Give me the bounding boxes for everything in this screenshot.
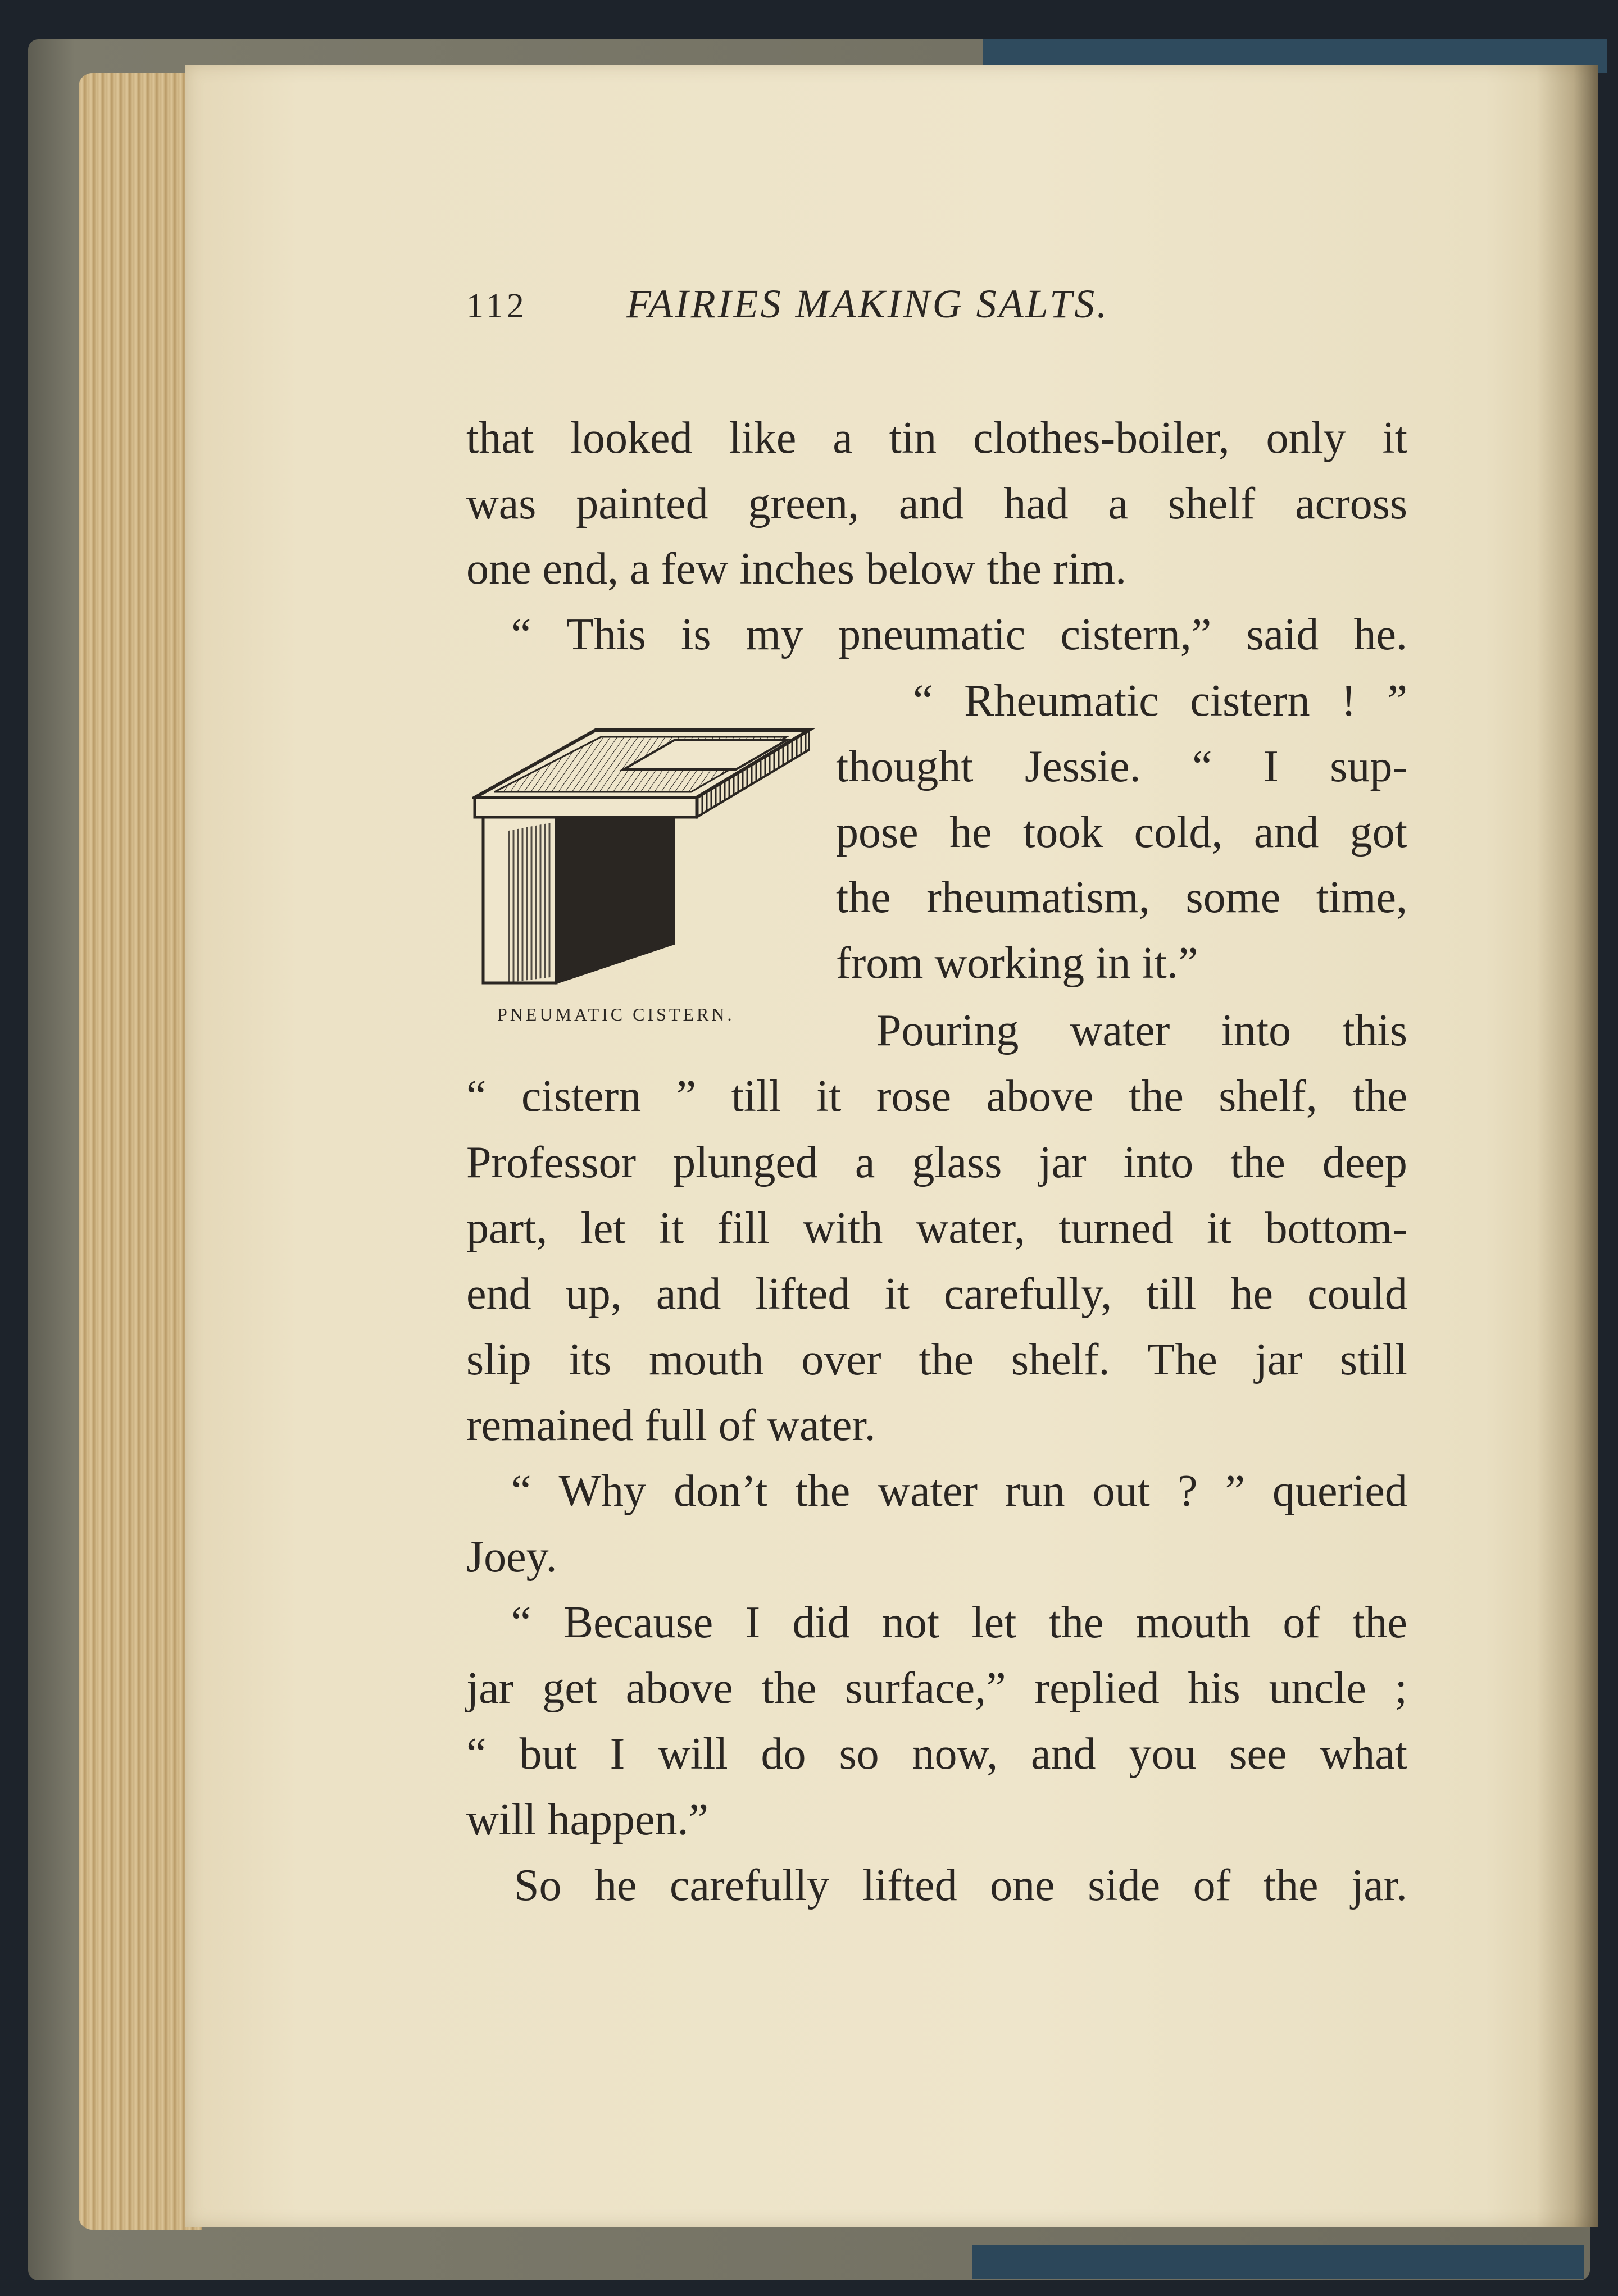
- text-line: slip its mouth over the shelf. The jar still: [466, 1335, 1407, 1384]
- text-line: part, let it fill with water, turned it bottom-: [466, 1204, 1407, 1253]
- page-gutter: [1537, 65, 1598, 2227]
- text-line: Pouring water into this: [876, 1006, 1407, 1055]
- text-line: Professor plunged a glass jar into the deep: [466, 1138, 1407, 1187]
- text-line: that looked like a tin clothes-boiler, only it: [466, 413, 1407, 463]
- text-line: “ This is my pneumatic cistern,” said he.: [511, 610, 1407, 659]
- text-line: was painted green, and had a shelf across: [466, 479, 1407, 529]
- text-line: one end, a few inches below the rim.: [466, 544, 1127, 594]
- text-line: “ but I will do so now, and you see what: [466, 1729, 1407, 1779]
- figure-caption: PNEUMATIC CISTERN.: [497, 1004, 735, 1024]
- text-line: “ Why don’t the water run out ? ” queried: [511, 1466, 1407, 1516]
- running-head: FAIRIES MAKING SALTS.: [626, 281, 1110, 326]
- page-edges: [79, 73, 202, 2230]
- text-line: “ Because I did not let the mouth of the: [511, 1598, 1407, 1647]
- text-line: from working in it.”: [836, 939, 1198, 988]
- text-line: remained full of water.: [466, 1401, 876, 1450]
- text-line: “ cistern ” till it rose above the shelf, the: [466, 1072, 1407, 1121]
- text-line: “ Rheumatic cistern ! ”: [913, 676, 1407, 726]
- cover-cloth-bottom: [972, 2245, 1584, 2279]
- text-line: pose he took cold, and got: [836, 808, 1407, 857]
- text-line: end up, and lifted it carefully, till he could: [466, 1269, 1407, 1319]
- text-line: will happen.”: [466, 1795, 708, 1844]
- text-line: jar get above the surface,” replied his uncle ;: [466, 1664, 1407, 1713]
- page-number: 112: [466, 287, 528, 325]
- pneumatic-cistern-illustration: [472, 719, 820, 988]
- text-line: thought Jessie. “ I sup-: [836, 742, 1407, 791]
- text-line: the rheumatism, some time,: [836, 873, 1407, 922]
- text-line: So he carefully lifted one side of the jar.: [514, 1861, 1407, 1910]
- text-line: Joey.: [466, 1532, 557, 1582]
